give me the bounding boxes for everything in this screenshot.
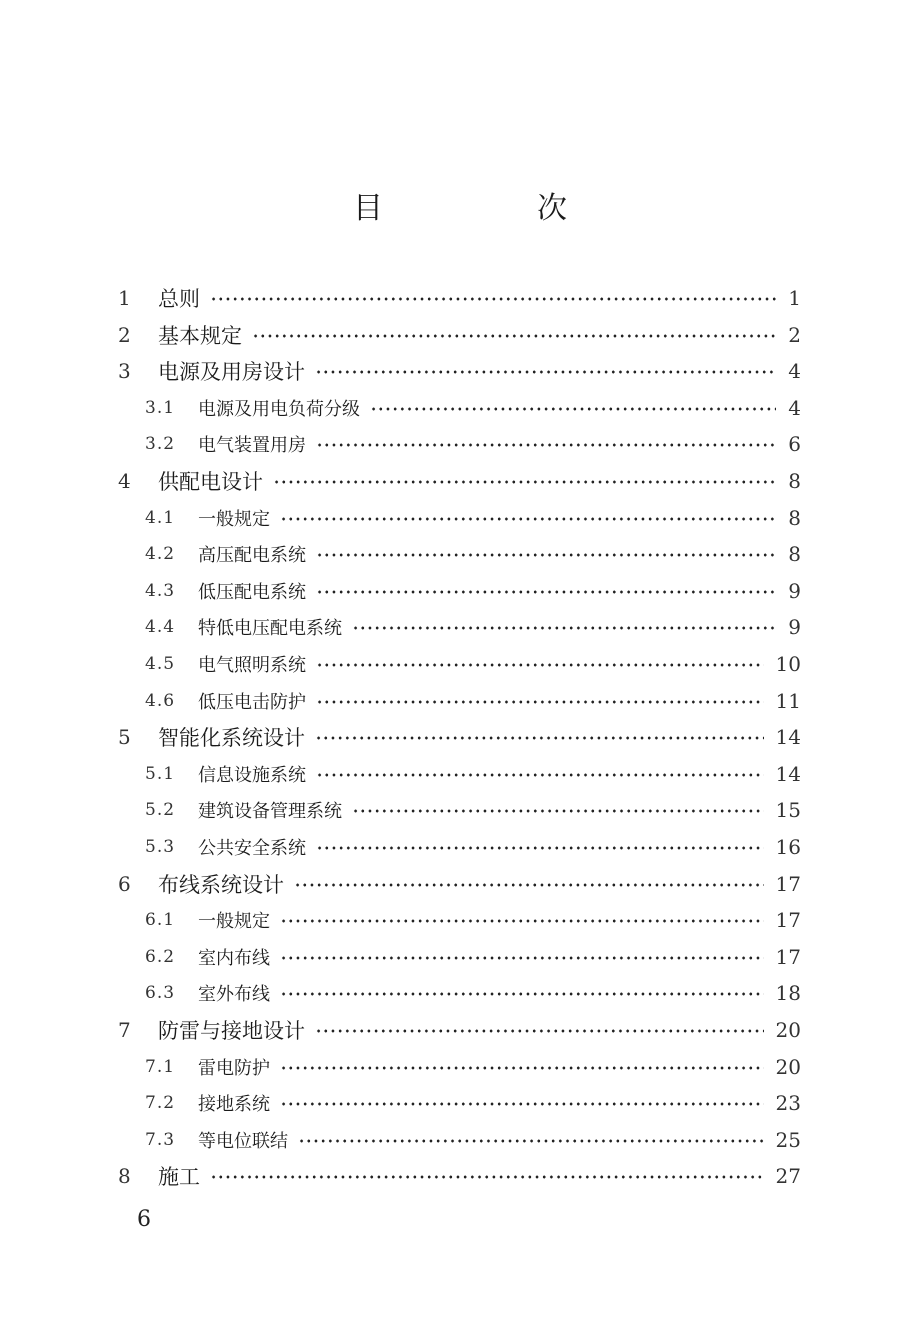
- toc-chapter-row[interactable]: [0, 353, 920, 389]
- toc-dot-leader: [315, 369, 776, 375]
- toc-section-row[interactable]: [0, 390, 920, 426]
- toc-entry-page: 15: [775, 798, 801, 823]
- toc-entry-number: 6.1: [145, 910, 176, 931]
- toc-entry-title: 总则: [158, 287, 200, 311]
- toc-dot-leader: [280, 1101, 764, 1107]
- toc-dot-leader: [298, 1138, 764, 1144]
- toc-entry-number: 6.3: [145, 983, 176, 1004]
- toc-chapter-row[interactable]: [0, 463, 920, 499]
- toc-chapter-row[interactable]: [0, 1012, 920, 1048]
- toc-dot-leader: [210, 1174, 764, 1180]
- toc-entry-page: 20: [775, 1054, 801, 1079]
- toc-entry-title: 智能化系统设计: [158, 726, 305, 751]
- toc-entry-page: 4: [788, 359, 801, 384]
- toc-entry-page: 8: [788, 469, 801, 493]
- toc-entry-page: 11: [775, 688, 801, 713]
- toc-entry-title: 基本规定: [158, 323, 242, 348]
- toc-entry-page: 20: [775, 1018, 801, 1042]
- toc-entry-number: 7.3: [145, 1129, 176, 1150]
- toc-dot-leader: [316, 699, 764, 705]
- toc-chapter-row[interactable]: [0, 317, 920, 353]
- toc-entry-title: 电气装置用房: [198, 435, 306, 457]
- toc-dot-leader: [316, 845, 764, 851]
- toc-entry-page: 17: [775, 944, 801, 969]
- toc-entry-title: 电源及用电负荷分级: [198, 398, 360, 420]
- toc-section-row[interactable]: [0, 829, 920, 865]
- toc-entry-number: 4.4: [145, 617, 176, 638]
- toc-entry-page: 2: [788, 322, 801, 347]
- toc-entry-page: 18: [775, 981, 801, 1006]
- toc-entry-title: 施工: [158, 1165, 200, 1190]
- toc-entry-title: 公共安全系统: [198, 838, 306, 859]
- toc-entry-number: 3.1: [145, 397, 176, 418]
- toc-entry-title: 特低电压配电系统: [198, 618, 342, 640]
- toc-dot-leader: [316, 552, 776, 558]
- toc-dot-leader: [210, 296, 776, 302]
- toc-section-row[interactable]: [0, 609, 920, 645]
- toc-entry-page: 8: [788, 505, 801, 530]
- toc-entry-number: 4.2: [145, 544, 176, 565]
- toc-entry-page: 16: [775, 835, 801, 859]
- toc-entry-number: 2: [118, 322, 131, 347]
- toc-entry-page: 1: [788, 286, 801, 310]
- toc-section-row[interactable]: [0, 646, 920, 682]
- toc-section-row[interactable]: [0, 536, 920, 572]
- toc-entry-title: 一般规定: [198, 911, 270, 933]
- toc-section-row[interactable]: [0, 975, 920, 1011]
- toc-entry-title: 雷电防护: [198, 1057, 270, 1079]
- toc-dot-leader: [316, 662, 764, 668]
- toc-entry-title: 电源及用房设计: [158, 360, 305, 385]
- toc-dot-leader: [280, 516, 776, 522]
- toc-dot-leader: [294, 882, 764, 888]
- toc-chapter-row[interactable]: [0, 866, 920, 902]
- toc-entry-page: 14: [775, 725, 801, 750]
- toc-entry-page: 4: [788, 395, 801, 420]
- toc-entry-page: 9: [788, 578, 801, 603]
- toc-entry-number: 3.2: [145, 434, 176, 455]
- toc-entry-number: 3: [118, 359, 131, 384]
- toc-entry-number: 6: [118, 871, 131, 896]
- toc-dot-leader: [316, 772, 764, 778]
- toc-section-row[interactable]: [0, 792, 920, 828]
- toc-entry-number: 4.1: [145, 507, 176, 528]
- toc-entry-page: 9: [788, 615, 801, 640]
- toc-section-row[interactable]: [0, 1085, 920, 1121]
- toc-entry-page: 6: [788, 432, 801, 457]
- toc-entry-title: 高压配电系统: [198, 545, 306, 567]
- toc-entry-title: 供配电设计: [158, 470, 263, 494]
- toc-section-row[interactable]: [0, 902, 920, 938]
- toc-entry-title: 低压配电系统: [198, 581, 306, 603]
- toc-entry-number: 5.3: [145, 837, 176, 857]
- toc-entry-number: 4: [118, 469, 131, 493]
- toc-dot-leader: [352, 625, 776, 631]
- toc-entry-number: 7: [118, 1018, 131, 1042]
- toc-section-row[interactable]: [0, 756, 920, 792]
- toc-section-row[interactable]: [0, 1049, 920, 1085]
- toc-section-row[interactable]: [0, 1122, 920, 1158]
- toc-entry-page: 27: [775, 1164, 801, 1189]
- toc-entry-page: 10: [775, 652, 801, 676]
- toc-entry-title: 室内布线: [198, 947, 270, 969]
- toc-dot-leader: [370, 406, 776, 412]
- toc-entry-page: 25: [775, 1127, 801, 1152]
- toc-entry-number: 5.2: [145, 800, 176, 821]
- page-title: 目 次: [353, 191, 629, 226]
- toc-entry-title: 布线系统设计: [158, 872, 284, 897]
- toc-dot-leader: [280, 991, 764, 997]
- toc-entry-number: 4.3: [145, 580, 176, 601]
- toc-dot-leader: [252, 333, 776, 339]
- toc-section-row[interactable]: [0, 683, 920, 719]
- toc-entry-number: 5.1: [145, 763, 176, 784]
- toc-dot-leader: [280, 918, 764, 924]
- toc-dot-leader: [316, 589, 776, 595]
- toc-entry-number: 7.1: [145, 1056, 176, 1077]
- toc-dot-leader: [280, 1065, 764, 1071]
- toc-section-row[interactable]: [0, 426, 920, 462]
- toc-entry-page: 8: [788, 542, 801, 567]
- toc-section-row[interactable]: [0, 573, 920, 609]
- toc-entry-title: 一般规定: [198, 508, 270, 530]
- toc-entry-number: 4.6: [145, 690, 176, 711]
- toc-entry-page: 17: [775, 871, 801, 896]
- toc-entry-title: 室外布线: [198, 984, 270, 1006]
- toc-dot-leader: [315, 1028, 764, 1034]
- toc-section-row[interactable]: [0, 939, 920, 975]
- toc-entry-page: 14: [775, 761, 801, 786]
- toc-dot-leader: [316, 442, 776, 448]
- toc-chapter-row[interactable]: [0, 719, 920, 755]
- toc-entry-page: 23: [775, 1091, 801, 1116]
- toc-entry-title: 等电位联结: [198, 1130, 288, 1152]
- toc-entry-title: 低压电击防护: [198, 691, 306, 713]
- toc-entry-title: 信息设施系统: [198, 764, 306, 786]
- toc-dot-leader: [273, 479, 776, 485]
- toc-section-row[interactable]: [0, 500, 920, 536]
- toc-entry-number: 5: [118, 725, 131, 750]
- toc-chapter-row[interactable]: [0, 1158, 920, 1194]
- toc-chapter-row[interactable]: [0, 280, 920, 316]
- toc-dot-leader: [280, 955, 764, 961]
- toc-entry-number: 4.5: [145, 654, 176, 674]
- toc-dot-leader: [352, 808, 764, 814]
- toc-entry-number: 1: [118, 286, 131, 310]
- toc-entry-title: 接地系统: [198, 1094, 270, 1116]
- toc-dot-leader: [315, 735, 764, 741]
- toc-entry-number: 8: [118, 1164, 131, 1189]
- toc-entry-title: 电气照明系统: [198, 655, 306, 676]
- toc-entry-title: 防雷与接地设计: [158, 1019, 305, 1043]
- toc-entry-number: 6.2: [145, 946, 176, 967]
- toc-entry-title: 建筑设备管理系统: [198, 801, 342, 823]
- toc-entry-page: 17: [775, 908, 801, 933]
- toc-entry-number: 7.2: [145, 1093, 176, 1114]
- footer-page-number: 6: [137, 1207, 151, 1232]
